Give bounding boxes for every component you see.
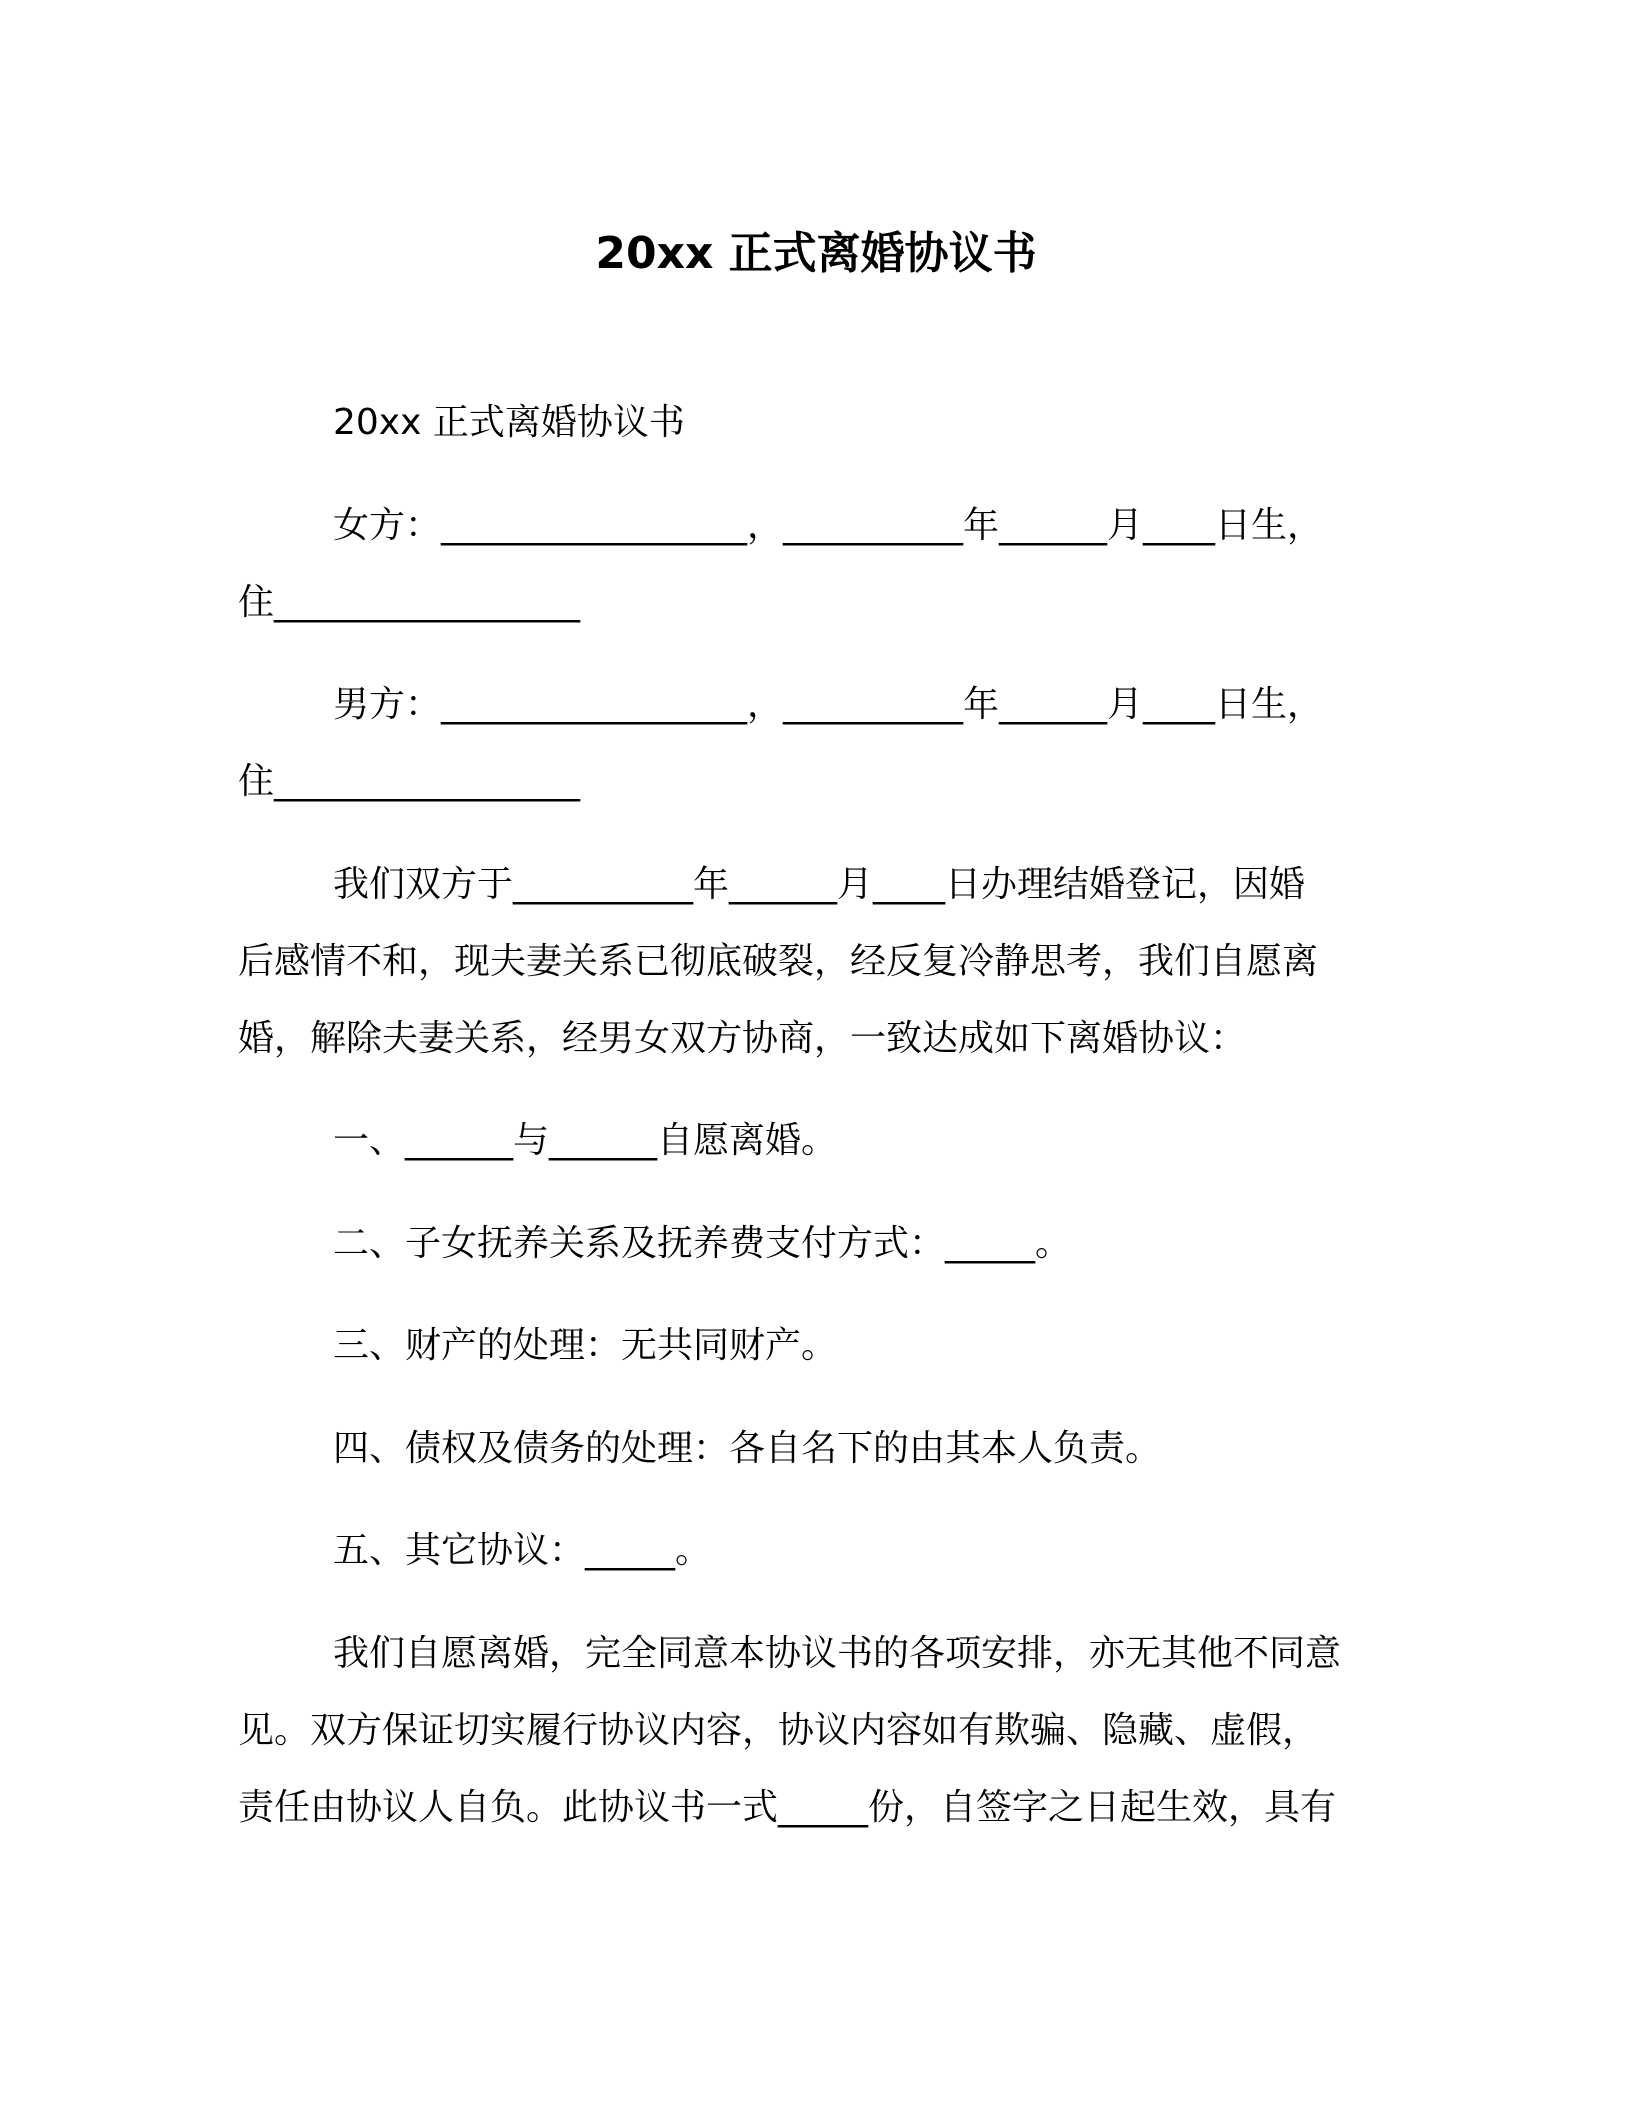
clause-3: 三、财产的处理：无共同财产。 (333, 1325, 838, 1366)
marriage-paragraph-line-1: 我们双方于__________年______月____日办理结婚登记，因婚 (333, 864, 1306, 905)
clause-1: 一、______与______自愿离婚。 (333, 1120, 838, 1161)
female-address-line: 住_________________ (238, 582, 580, 623)
document-subtitle: 20xx 正式离婚协议书 (333, 402, 685, 443)
clause-4: 四、债权及债务的处理：各自名下的由其本人负责。 (333, 1428, 1162, 1469)
final-paragraph-line-1: 我们自愿离婚，完全同意本协议书的各项安排，亦无其他不同意 (333, 1633, 1342, 1674)
male-address-line: 住_________________ (238, 761, 580, 802)
female-party-line: 女方：_________________，__________年______月____日生， (333, 505, 1324, 546)
document-title: 20xx 正式离婚协议书 (595, 228, 1037, 279)
clause-2: 二、子女抚养关系及抚养费支付方式：_____。 (333, 1223, 1072, 1264)
marriage-paragraph-line-2: 后感情不和，现夫妻关系已彻底破裂，经反复冷静思考，我们自愿离 (238, 941, 1319, 982)
clause-5: 五、其它协议：_____。 (333, 1530, 712, 1571)
final-paragraph-line-3: 责任由协议人自负。此协议书一式_____份，自签字之日起生效，具有 (238, 1787, 1337, 1828)
male-party-line: 男方：_________________，__________年______月____日生， (333, 684, 1324, 725)
final-paragraph-line-2: 见。双方保证切实履行协议内容，协议内容如有欺骗、隐藏、虚假， (238, 1710, 1319, 1751)
marriage-paragraph-line-3: 婚，解除夫妻关系，经男女双方协商，一致达成如下离婚协议： (238, 1018, 1247, 1059)
